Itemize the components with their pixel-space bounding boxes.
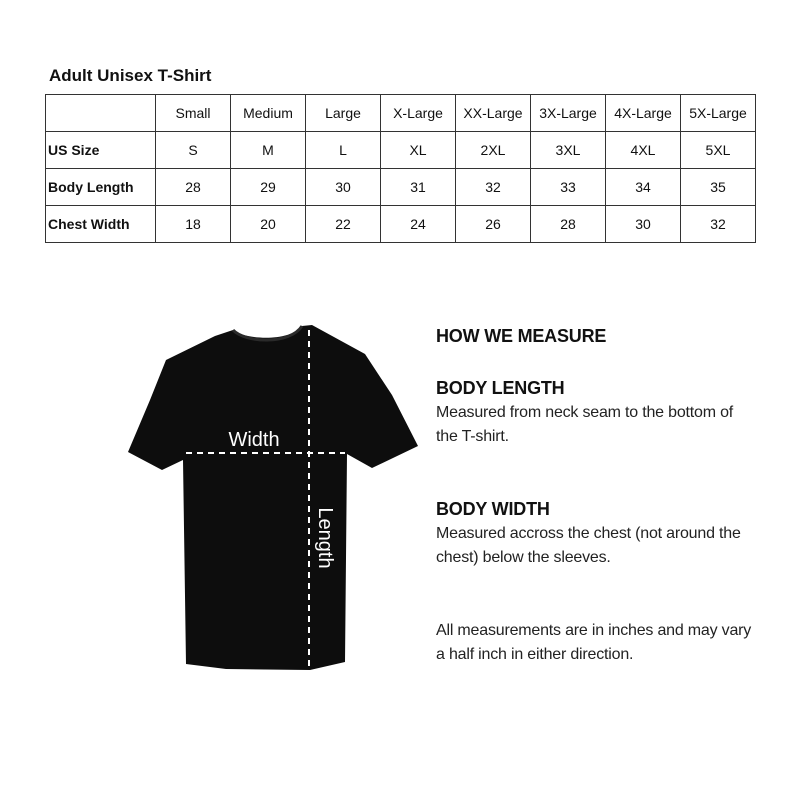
table-cell: 3XL xyxy=(531,132,606,169)
table-cell: 35 xyxy=(681,169,756,206)
tshirt-shape xyxy=(128,325,418,670)
table-cell: 32 xyxy=(456,169,531,206)
table-cell: 29 xyxy=(231,169,306,206)
measurement-note-line-1: All measurements are in inches and may vary xyxy=(436,622,752,639)
table-cell: 32 xyxy=(681,206,756,243)
row-label: US Size xyxy=(46,132,156,169)
tshirt-diagram xyxy=(125,322,420,672)
table-row xyxy=(46,169,756,206)
table-cell: 22 xyxy=(306,206,381,243)
table-cell: 33 xyxy=(531,169,606,206)
table-header-row xyxy=(46,95,756,132)
header-cell: 3X-Large xyxy=(531,95,606,132)
table-cell: 34 xyxy=(606,169,681,206)
table-cell: L xyxy=(306,132,381,169)
length-label: Length xyxy=(314,507,336,569)
body-length-heading: BODY LENGTH xyxy=(436,378,565,398)
table-row xyxy=(46,206,756,243)
size-chart-table xyxy=(45,94,756,243)
table-cell: 5XL xyxy=(681,132,756,169)
table-cell: 20 xyxy=(231,206,306,243)
header-cell: 5X-Large xyxy=(681,95,756,132)
header-cell: Small xyxy=(156,95,231,132)
header-cell: 4X-Large xyxy=(606,95,681,132)
table-cell: 2XL xyxy=(456,132,531,169)
table-cell: 4XL xyxy=(606,132,681,169)
header-cell: Medium xyxy=(231,95,306,132)
size-chart-title: Adult Unisex T-Shirt xyxy=(49,66,212,85)
width-label: Width xyxy=(228,429,280,451)
table-cell: S xyxy=(156,132,231,169)
body-width-line-2: chest) below the sleeves. xyxy=(436,549,611,566)
header-cell: X-Large xyxy=(381,95,456,132)
table-cell: 30 xyxy=(306,169,381,206)
body-length-line-2: the T-shirt. xyxy=(436,428,509,445)
body-width-line-1: Measured accross the chest (not around the xyxy=(436,525,741,542)
body-length-line-1: Measured from neck seam to the bottom of xyxy=(436,404,734,421)
row-label: Body Length xyxy=(46,169,156,206)
table-cell: XL xyxy=(381,132,456,169)
how-we-measure-heading: HOW WE MEASURE xyxy=(436,326,607,346)
table-cell: 24 xyxy=(381,206,456,243)
body-width-heading: BODY WIDTH xyxy=(436,499,550,519)
table-cell: 28 xyxy=(156,169,231,206)
row-label: Chest Width xyxy=(46,206,156,243)
table-cell: 18 xyxy=(156,206,231,243)
table-cell: 28 xyxy=(531,206,606,243)
header-cell xyxy=(46,95,156,132)
table-row xyxy=(46,132,756,169)
header-cell: Large xyxy=(306,95,381,132)
table-cell: 30 xyxy=(606,206,681,243)
header-cell: XX-Large xyxy=(456,95,531,132)
table-cell: M xyxy=(231,132,306,169)
table-cell: 31 xyxy=(381,169,456,206)
measurement-note-line-2: a half inch in either direction. xyxy=(436,646,634,663)
table-cell: 26 xyxy=(456,206,531,243)
